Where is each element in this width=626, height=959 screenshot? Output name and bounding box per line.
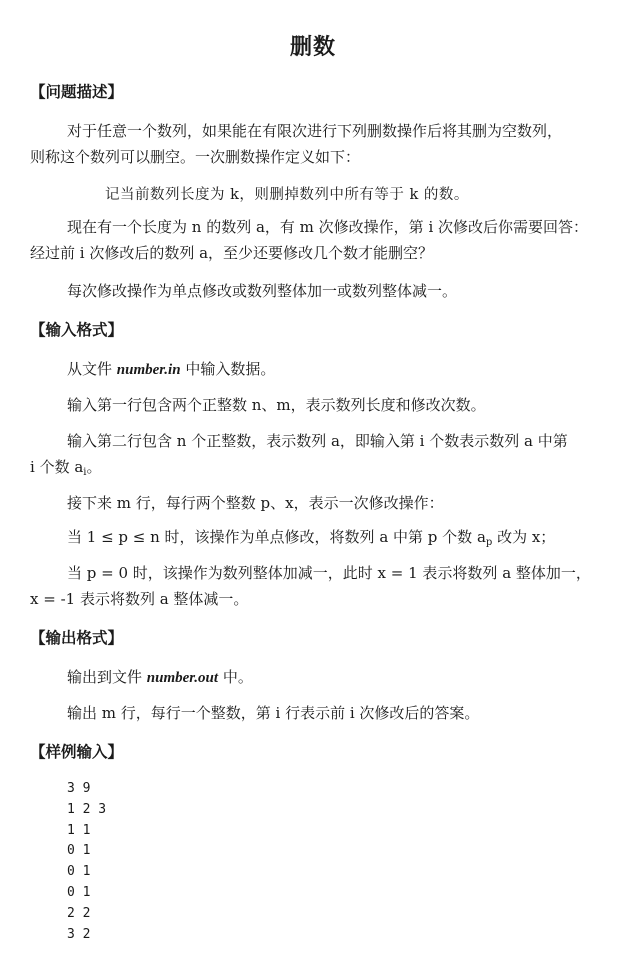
section-heading-output: 【输出格式】 (30, 629, 124, 647)
output-line-1 (30, 664, 596, 691)
output-line-2: 输出 m 行，每行一个整数，第 i 行表示前 i 次修改后的答案。 (67, 704, 480, 722)
subscript: i (83, 467, 87, 478)
text-line: 经过前 i 次修改后的数列 a，至少还要修改几个数才能删空？ (30, 244, 434, 262)
text-span: 中。 (218, 668, 253, 686)
sample-input-block: 3 9 1 2 3 1 1 0 1 0 1 0 1 2 2 3 2 (67, 781, 107, 942)
text-line: 则称这个数列可以删空。一次删数操作定义如下： (30, 148, 361, 166)
description-paragraph-2 (30, 214, 596, 266)
text-span: i 个数 a (30, 458, 84, 476)
text-line: 现在有一个长度为 n 的数列 a，有 m 次修改操作，第 i 次修改后你需要回答： (67, 218, 589, 236)
page-title: 删数 (289, 35, 336, 60)
input-filename: number.in (116, 362, 181, 378)
text-span: 改为 x； (492, 528, 556, 546)
section-heading-input: 【输入格式】 (30, 321, 124, 339)
text-line: 对于任意一个数列，如果能在有限次进行下列删数操作后将其删为空数列， (67, 122, 563, 140)
text-line: x = -1 表示将数列 a 整体减一。 (30, 590, 249, 608)
subscript: p (485, 537, 493, 548)
input-line-1 (30, 356, 596, 383)
description-paragraph-3: 每次修改操作为单点修改或数列整体加一或数列整体减一。 (67, 282, 458, 300)
text-span: 中输入数据。 (180, 360, 276, 378)
description-paragraph-1 (30, 118, 596, 170)
input-line-2: 输入第一行包含两个正整数 n、m，表示数列长度和修改次数。 (67, 396, 486, 414)
input-line-5 (30, 524, 596, 556)
input-line-3 (30, 428, 596, 486)
section-heading-description: 【问题描述】 (30, 83, 124, 101)
text-line: 当 p = 0 时，该操作为数列整体加减一，此时 x = 1 表示将数列 a 整体加一， (67, 564, 591, 582)
text-line (30, 454, 596, 486)
text-line: 输入第二行包含 n 个正整数，表示数列 a，即输入第 i 个数表示数列 a 中第 (67, 432, 568, 450)
text-span: 从文件 (67, 360, 117, 378)
text-span: 输出到文件 (67, 668, 147, 686)
output-filename: number.out (146, 670, 219, 686)
input-line-4: 接下来 m 行，每行两个整数 p、x，表示一次修改操作： (67, 494, 444, 512)
text-span: 当 1 ≤ p ≤ n 时，该操作为单点修改，将数列 a 中第 p 个数 a (67, 528, 486, 546)
text-span: 。 (86, 458, 102, 476)
deletion-rule: 记当前数列长度为 k，则删掉数列中所有等于 k 的数。 (105, 187, 469, 203)
input-line-6 (30, 560, 596, 612)
section-heading-sample-input: 【样例输入】 (30, 743, 124, 761)
